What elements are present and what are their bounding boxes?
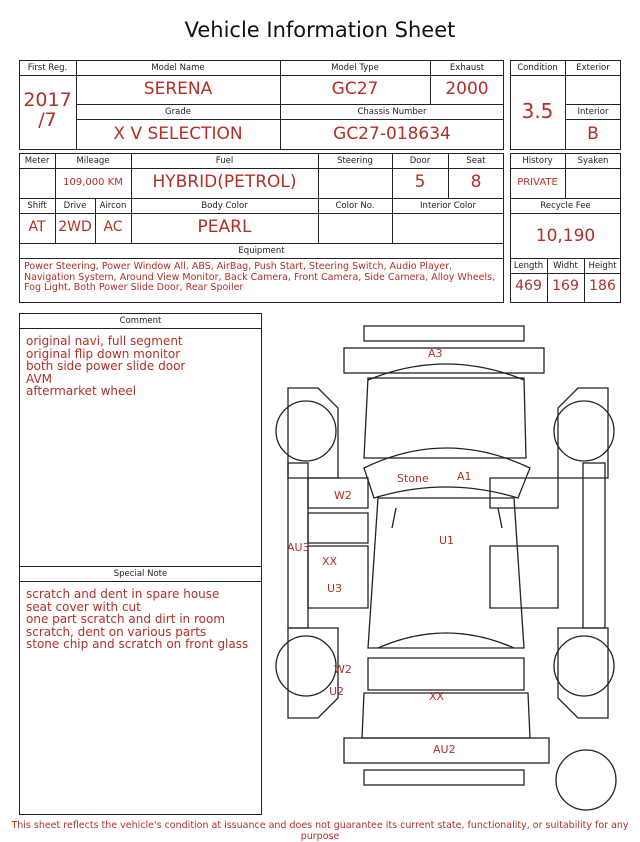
damage-mark-au2: AU2 (433, 743, 456, 756)
special-note-text: scratch and dent in spare house seat cover with cut one part scratch and dirt in room scratch, dent on various parts stone chip and scratch on front glass (26, 587, 249, 651)
damage-mark-xx-rear: XX (429, 690, 445, 703)
mileage-value: 109,000 KM (63, 177, 123, 188)
damage-mark-u1: U1 (439, 534, 455, 547)
height-label: Height (588, 261, 617, 271)
mileage-label: Mileage (76, 156, 110, 166)
front-right-wheel-icon (554, 401, 614, 461)
recycle-fee-label: Recycle Fee (540, 201, 591, 211)
aircon-value: AC (103, 219, 123, 235)
damage-mark-w2-bottom: W2 (334, 663, 352, 676)
length-label: Length (513, 261, 544, 271)
sheet-title: Vehicle Information Sheet (184, 18, 456, 42)
history-label: History (522, 156, 553, 166)
damage-mark-a3: A3 (428, 347, 443, 360)
history-value: PRIVATE (517, 177, 558, 188)
special-note-label: Special Note (113, 569, 168, 579)
meter-label: Meter (24, 156, 50, 166)
rear-left-wheel-icon (276, 636, 336, 696)
damage-mark-xx-side: XX (322, 555, 338, 568)
damage-mark-w2-top: W2 (334, 489, 352, 502)
recycle-fee-value: 10,190 (535, 226, 596, 246)
model-name-value: SERENA (143, 79, 213, 99)
body-color-value: PEARL (197, 217, 252, 237)
first-reg-value: 2017 /7 (23, 89, 72, 131)
seat-value: 8 (470, 172, 482, 192)
equipment-value: Power Steering, Power Window All, ABS, AirBag, Push Start, Steering Switch, Audio Player, Navigation System, Around View Monitor, Back Camera, Front Camera, Side Camera, Alloy Wheels, Fog Light, Both Power Slide Door, Rear Spoiler (24, 261, 496, 293)
door-value: 5 (414, 172, 426, 192)
damage-mark-au3: AU3 (287, 541, 310, 554)
model-type-label: Model Type (331, 63, 379, 73)
chassis-value: GC27-018634 (333, 124, 451, 144)
grade-label: Grade (165, 107, 191, 117)
exterior-label: Exterior (576, 63, 610, 73)
seat-label: Seat (466, 156, 486, 166)
damage-mark-a1: A1 (457, 470, 472, 483)
interior-color-label: Interior Color (420, 201, 476, 211)
shift-value: AT (28, 219, 46, 235)
model-name-label: Model Name (151, 63, 205, 73)
width-label: Widht (553, 261, 578, 271)
front-left-wheel-icon (276, 401, 336, 461)
exhaust-label: Exhaust (449, 63, 485, 73)
chassis-label: Chassis Number (357, 107, 427, 117)
drive-label: Drive (63, 201, 87, 211)
condition-value: 3.5 (521, 99, 554, 123)
rear-right-wheel-icon (554, 636, 614, 696)
syaken-label: Syaken (577, 156, 609, 166)
comment-label: Comment (119, 316, 162, 326)
disclaimer-footer: This sheet reflects the vehicle's condition at issuance and does not guarantee its current state, functionality, or suitability for any purpose (11, 820, 629, 842)
interior-value: B (587, 124, 599, 144)
height-value: 186 (589, 278, 616, 294)
exhaust-value: 2000 (445, 79, 489, 99)
grade-value: X V SELECTION (113, 124, 243, 144)
first-reg-label: First Reg. (27, 63, 68, 73)
aircon-label: Aircon (99, 201, 127, 211)
fuel-label: Fuel (215, 156, 234, 166)
comment-text: original navi, full segment original flip down monitor both side power slide door AVM aftermarket wheel (26, 334, 186, 398)
color-no-label: Color No. (335, 201, 375, 211)
steering-label: Steering (337, 156, 373, 166)
damage-mark-u3: U3 (327, 582, 343, 595)
damage-mark-u2: U2 (329, 685, 345, 698)
equipment-label: Equipment (238, 246, 285, 256)
door-label: Door (409, 156, 431, 166)
model-type-value: GC27 (331, 79, 379, 99)
damage-mark-stone: Stone (397, 472, 429, 485)
drive-value: 2WD (58, 219, 92, 235)
shift-label: Shift (27, 201, 47, 211)
condition-label: Condition (517, 63, 558, 73)
fuel-value: HYBRID(PETROL) (152, 172, 297, 192)
spare-wheel-icon (556, 750, 616, 810)
width-value: 169 (552, 278, 579, 294)
interior-label: Interior (577, 107, 609, 117)
length-value: 469 (515, 278, 542, 294)
body-color-label: Body Color (201, 201, 248, 211)
